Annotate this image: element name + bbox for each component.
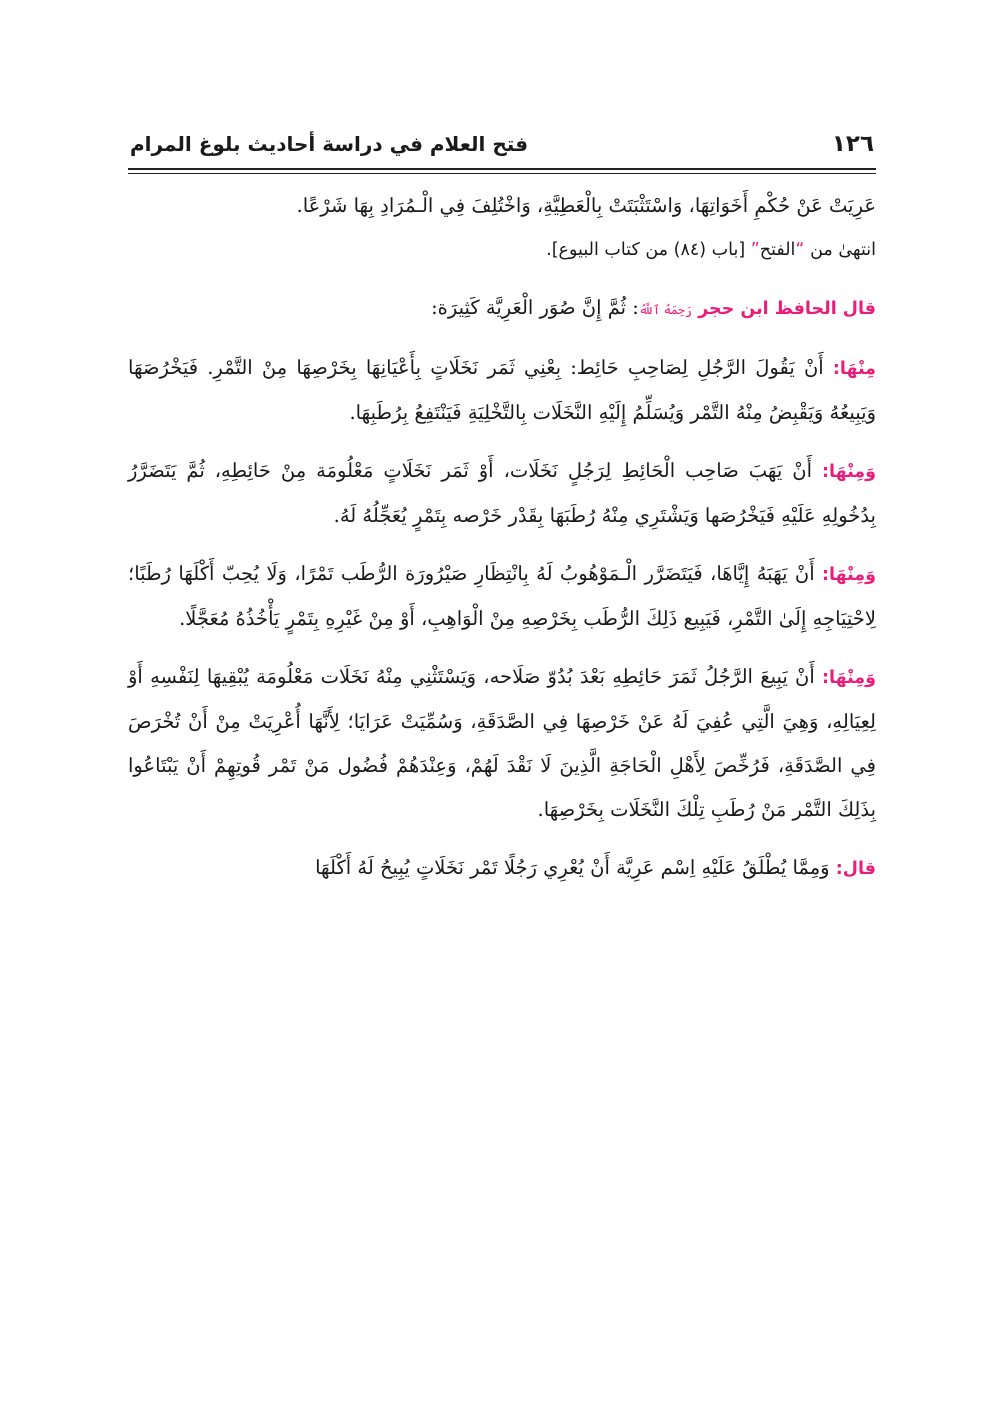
running-header bbox=[128, 120, 876, 168]
paragraph-said bbox=[128, 846, 876, 891]
paragraph-text: أَنْ يَهَبَ صَاحِب الْحَائِطِ لِرَجُلٍ نَخَلَات، أَوْ ثَمَر نَخَلَاتٍ مَعْلُومَة مِنْ حَائِطِهِ، ثُمَّ يَتَضَرَّرُ بِدُخُولِهِ عَلَيْهِ فَيَخْرُصَها وَيَشْتَرِي مِنْهُ رُطَبَهَا بِقَدْر خَرْصه بِتَمْرٍ يُعَجِّلُهُ لَهُ. bbox=[128, 459, 876, 527]
paragraph-text: : ثُمَّ إِنَّ صُوَر الْعَرِيَّة كَثِيرَة: bbox=[431, 296, 639, 319]
page-number: ١٢٦ bbox=[831, 131, 874, 157]
section-label: وَمِنْهَا: bbox=[822, 565, 876, 585]
section-label: وَمِنْهَا: bbox=[822, 668, 876, 688]
source-title: الفتح bbox=[759, 240, 796, 260]
paragraph-form-3 bbox=[128, 552, 876, 641]
paragraph-text: أَنْ يَبِيعَ الرَّجُلُ ثَمَرَ حَائِطِهِ بَعْدَ بُدُوّ صَلَاحه، وَيَسْتَثْنِي مِنْهُ نَخَلَات مَعْلُومَة يُبْقِيهَا لِنَفْسِهِ أَوْ لِعِيَالِهِ، وَهِيَ الَّتِي عُفِيَ لَهُ عَنْ خَرْصِهَا فِي الصَّدَقَةِ، وَسُمِّيَتْ عَرَايَا؛ لِأَنَّهَا أُعْرِيَتْ مِنْ أَنْ تُخْرَصَ فِي الصَّدَقَةِ، فَرُخِّصَ لِأَهْلِ الْحَاجَةِ الَّذِينَ لَا نَقْدَ لَهُمْ، وَعِنْدَهُمْ فُضُول مَنْ تَمْر قُوتِهِمْ أَنْ يَبْتَاعُوا بِذَلِكَ التَّمْر مَنْ رُطَبِ تِلْكَ النَّخَلَات بِخَرْصِهَا. bbox=[128, 665, 876, 821]
section-label: وَمِنْهَا: bbox=[822, 462, 876, 482]
paragraph-text: أَنْ يَهَبَهُ إِيَّاهَا، فَيَتَضَرَّر الْـمَوْهُوبُ لَهُ بِانْتِظَارِ صَيْرُورَة الرُّطَب تَمْرًا، وَلَا يُحِبّ أَكْلَهَا رُطَبًا؛ لِاحْتِيَاجِهِ إِلَىٰ التَّمْرِ، فَيَبِيع ذَلِكَ الرُّطَب بِخَرْصِهِ مِنْ الْوَاهِبِ، أَوْ مِنْ غَيْرِهِ بِتَمْرٍ يَأْخُذُهُ مُعَجَّلًا. bbox=[128, 562, 876, 630]
paragraph-text: وَمِمَّا يُطْلَقُ عَلَيْهِ اِسْم عَرِيَّة أَنْ يُعْرِي رَجُلًا تَمْر نَخَلَاتٍ يُبِيحُ لَهُ أَكْلَهَا bbox=[315, 856, 836, 879]
source-note-pre: انتهىٰ من bbox=[804, 240, 876, 260]
honorific-glyph: رَحِمَهُ ٱللَّهُ bbox=[638, 303, 692, 317]
source-note-post: [باب (٨٤) من كتاب البيوع]. bbox=[546, 240, 751, 260]
section-label: قال: bbox=[835, 859, 876, 879]
open-quote-mark: “ bbox=[795, 240, 805, 260]
book-title: فتح العلام في دراسة أحاديث بلوغ المرام bbox=[130, 132, 529, 156]
speaker-label: قال الحافظ ابن حجر bbox=[698, 299, 876, 319]
source-note bbox=[128, 228, 876, 272]
paragraph-continuation bbox=[128, 184, 876, 228]
book-page bbox=[128, 120, 876, 891]
paragraph-form-2 bbox=[128, 449, 876, 538]
header-rule bbox=[128, 168, 876, 174]
paragraph-form-4 bbox=[128, 655, 876, 832]
close-quote-mark: ” bbox=[750, 240, 760, 260]
paragraph-quote-intro bbox=[128, 286, 876, 332]
paragraph-text: أَنْ يَقُولَ الرَّجُلِ لِصَاحِبِ حَائِط: بِعْنِي ثَمَر نَخَلَاتٍ بِأَعْيَانِهَا بِخَرْصِهَا مِنْ التَّمْرِ. فَيَخْرُصَهَا وَيَبِيعُهُ وَيَقْبِضُ مِنْهُ التَّمْر وَيُسَلِّمُ إِلَيْهِ النَّخَلَات بِالتَّخْلِيَةِ فَيَنْتَفِعُ بِرُطَبِهَا. bbox=[128, 356, 876, 424]
section-label: مِنْهَا: bbox=[832, 359, 876, 379]
paragraph-text: عَرِيَتْ عَنْ حُكْمِ أَخَوَاتِهَا، وَاسْتَثْبَتَتْ بِالْعَطِيَّةِ، وَاخْتُلِفَ فِي الْـمُرَادِ بِهَا شَرْعًا. bbox=[296, 194, 876, 217]
paragraph-form-1 bbox=[128, 346, 876, 435]
